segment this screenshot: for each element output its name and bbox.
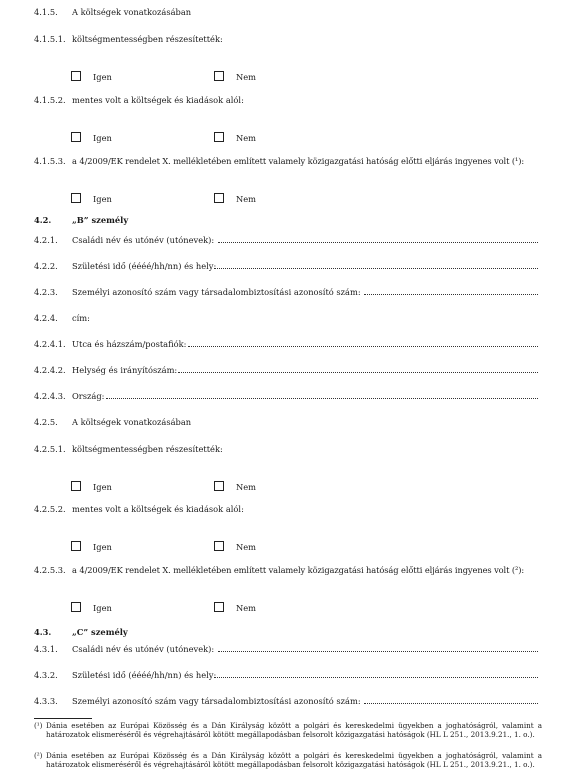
section-label: mentes volt a költségek és kiadások alól: [72, 504, 244, 514]
checkbox-igen-4-2-5-1[interactable] [71, 481, 112, 493]
section-number: 4.2.1. [34, 235, 58, 245]
checkbox-box[interactable] [214, 541, 224, 551]
section-number: 4.2.4.3. [34, 391, 66, 401]
section-number: 4.1.5.1. [34, 34, 66, 44]
section-number: 4.3. [34, 627, 52, 637]
checkbox-igen-4-2-5-3[interactable] [71, 602, 112, 614]
section-number: 4.2.4.1. [34, 339, 66, 349]
checkbox-igen-4-2-5-2[interactable] [71, 541, 112, 553]
checkbox-label: Nem [236, 482, 257, 492]
footnote-text: Dánia esetében az Európai Közösség és a Dán Királyság között a polgári és kereskedelmi ügyekben a joghatóságról, valamint a határozatok elismeréséről és végrehajtásáról kötött megállapodásban felsorolt közigazgatási hatóságok (HL L 251., 2013.9.21., 1. o.). [46, 751, 542, 769]
checkbox-igen-4-1-5-1[interactable] [71, 71, 112, 83]
checkbox-nem-4-1-5-3[interactable] [214, 193, 256, 205]
section-label: A költségek vonatkozásában [72, 7, 192, 17]
field-label: Családi név és utónév (utónevek): [72, 644, 215, 654]
footnote-mark: (²) [34, 751, 43, 760]
field-label: Utca és házszám/postafiók: [72, 339, 187, 349]
checkbox-label: Igen [93, 603, 112, 613]
footnote-text: Dánia esetében az Európai Közösség és a Dán Királyság között a polgári és kereskedelmi ügyekben a joghatóságról, valamint a határozatok elismeréséről és végrehajtásáról kötött megállapodásban felsorolt közigazgatási hatóságok (HL L 251., 2013.9.21., 1. o.). [46, 721, 542, 739]
section-heading: „C” személy [72, 627, 128, 637]
checkbox-box[interactable] [71, 193, 81, 203]
section-number: 4.1.5.3. [34, 156, 66, 166]
section-number: 4.2.2. [34, 261, 58, 271]
checkbox-nem-4-2-5-1[interactable] [214, 481, 256, 493]
checkbox-box[interactable] [71, 481, 81, 491]
footnote-2 [34, 751, 542, 769]
id-number-field-b[interactable] [364, 294, 538, 295]
section-number: 4.3.1. [34, 644, 58, 654]
section-number: 4.2.5. [34, 417, 58, 427]
birth-field-c[interactable] [214, 677, 538, 678]
checkbox-box[interactable] [214, 481, 224, 491]
section-number: 4.2.3. [34, 287, 58, 297]
checkbox-box[interactable] [214, 71, 224, 81]
field-label: Ország: [72, 391, 105, 401]
checkbox-box[interactable] [214, 132, 224, 142]
section-heading: „B” személy [72, 215, 129, 225]
family-name-field-b[interactable] [218, 242, 538, 243]
footnote-1 [34, 721, 542, 739]
section-number: 4.2.5.1. [34, 444, 66, 454]
checkbox-box[interactable] [71, 541, 81, 551]
id-number-field-c[interactable] [364, 703, 538, 704]
section-label: a 4/2009/EK rendelet X. mellékletében említett valamely közigazgatási hatóság előtti eljárás ingyenes volt (¹): [72, 156, 525, 166]
checkbox-label: Igen [93, 133, 112, 143]
section-number: 4.2.5.3. [34, 565, 66, 575]
footnote-separator [34, 718, 92, 719]
checkbox-box[interactable] [214, 193, 224, 203]
section-number: 4.2.4. [34, 313, 58, 323]
checkbox-label: Nem [236, 542, 257, 552]
checkbox-label: Igen [93, 482, 112, 492]
checkbox-box[interactable] [214, 602, 224, 612]
checkbox-igen-4-1-5-3[interactable] [71, 193, 112, 205]
field-label: Személyi azonosító szám vagy társadalombiztosítási azonosító szám: [72, 287, 361, 297]
section-number: 4.3.2. [34, 670, 58, 680]
checkbox-nem-4-1-5-1[interactable] [214, 71, 256, 83]
checkbox-label: Nem [236, 194, 257, 204]
checkbox-label: Igen [93, 72, 112, 82]
checkbox-label: Igen [93, 542, 112, 552]
street-field-b[interactable] [188, 346, 538, 347]
section-label: költségmentességben részesítették: [72, 34, 223, 44]
checkbox-nem-4-2-5-3[interactable] [214, 602, 256, 614]
field-label: Helység és irányítószám: [72, 365, 178, 375]
checkbox-nem-4-2-5-2[interactable] [214, 541, 256, 553]
checkbox-label: Igen [93, 194, 112, 204]
section-label: a 4/2009/EK rendelet X. mellékletében említett valamely közigazgatási hatóság előtti eljárás ingyenes volt (²): [72, 565, 525, 575]
checkbox-box[interactable] [71, 602, 81, 612]
section-label: költségmentességben részesítették: [72, 444, 223, 454]
field-label: cím: [72, 313, 90, 323]
family-name-field-c[interactable] [218, 651, 538, 652]
checkbox-box[interactable] [71, 71, 81, 81]
checkbox-box[interactable] [71, 132, 81, 142]
field-label: Születési idő (éééé/hh/nn) és hely: [72, 261, 217, 271]
birth-field-b[interactable] [214, 268, 538, 269]
checkbox-nem-4-1-5-2[interactable] [214, 132, 256, 144]
section-label: mentes volt a költségek és kiadások alól: [72, 95, 244, 105]
checkbox-label: Nem [236, 133, 257, 143]
checkbox-igen-4-1-5-2[interactable] [71, 132, 112, 144]
section-number: 4.1.5.2. [34, 95, 66, 105]
section-number: 4.3.3. [34, 696, 58, 706]
footnote-mark: (¹) [34, 721, 43, 730]
section-label: A költségek vonatkozásában [72, 417, 192, 427]
section-number: 4.2.4.2. [34, 365, 66, 375]
section-number: 4.2. [34, 215, 52, 225]
field-label: Személyi azonosító szám vagy társadalombiztosítási azonosító szám: [72, 696, 361, 706]
city-field-b[interactable] [178, 372, 538, 373]
country-field-b[interactable] [106, 398, 538, 399]
section-number: 4.2.5.2. [34, 504, 66, 514]
checkbox-label: Nem [236, 72, 257, 82]
checkbox-label: Nem [236, 603, 257, 613]
field-label: Születési idő (éééé/hh/nn) és hely: [72, 670, 217, 680]
field-label: Családi név és utónév (utónevek): [72, 235, 215, 245]
section-number: 4.1.5. [34, 7, 58, 17]
